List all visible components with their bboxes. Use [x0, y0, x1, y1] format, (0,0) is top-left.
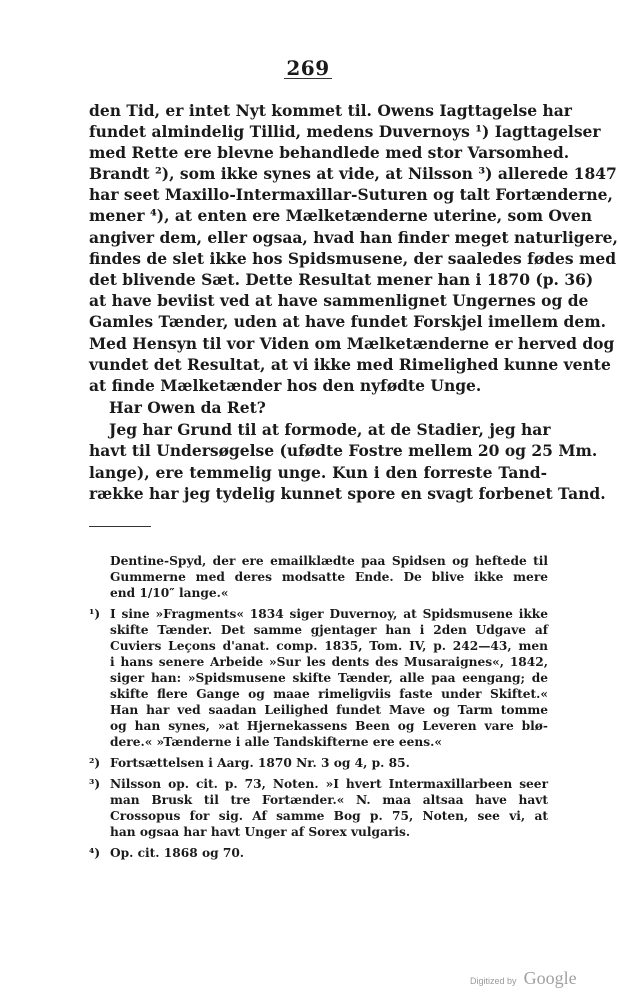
- body-line: at have beviist ved at have sammenlignet Ungernes og de: [89, 291, 589, 310]
- footnote-marker: ⁴): [89, 846, 101, 860]
- footnote-line: Nilsson op. cit. p. 73, Noten. »I hvert Intermaxillarbeen seer: [110, 777, 548, 791]
- footnote-line: skifte Tænder. Det samme gjentager han i 2den Udgave af: [110, 623, 548, 637]
- footnote-marker: ²): [89, 756, 101, 770]
- body-line: angiver dem, eller ogsaa, hvad han finder meget naturligere,: [89, 228, 618, 247]
- body-line: den Tid, er intet Nyt kommet til. Owens Iagttagelse har: [89, 101, 572, 120]
- body-line: Jeg har Grund til at formode, at de Stadier, jeg har: [109, 420, 551, 439]
- footnote-line: Op. cit. 1868 og 70.: [110, 846, 245, 860]
- footnote-line: dere.« »Tænderne i alle Tandskifterne ere eens.«: [110, 735, 443, 749]
- footnote-line: Cuviers Leçons d'anat. comp. 1835, Tom. IV, p. 242—43, men: [110, 639, 548, 653]
- footnote-line: I sine »Fragments« 1834 siger Duvernoy, at Spidsmusene ikke: [110, 607, 548, 621]
- body-line: havt til Undersøgelse (ufødte Fostre mellem 20 og 25 Mm.: [89, 441, 598, 460]
- body-line: har seet Maxillo-Intermaxillar-Suturen og talt Fortænderne,: [89, 185, 613, 204]
- body-line: med Rette ere blevne behandlede med stor Varsomhed.: [89, 143, 570, 162]
- footnote-continuation-line: Gummerne med deres modsatte Ende. De blive ikke mere: [110, 570, 548, 584]
- footnote-line: Crossopus for sig. Af samme Bog p. 75, Noten, see vi, at: [110, 809, 548, 823]
- body-line: Med Hensyn til vor Viden om Mælketænderne er herved dog: [89, 334, 615, 353]
- footnote-line: Fortsættelsen i Aarg. 1870 Nr. 3 og 4, p. 85.: [110, 756, 410, 770]
- footnote-line: man Brusk til tre Fortænder.« N. maa altsaa have havt: [110, 793, 548, 807]
- body-line: Gamles Tænder, uden at have fundet Forskjel imellem dem.: [89, 312, 607, 331]
- body-line: Brandt ²), som ikke synes at vide, at Nilsson ³) allerede 1847: [89, 164, 617, 183]
- footnote-marker: ¹): [89, 607, 101, 621]
- body-line: lange), ere temmelig unge. Kun i den forreste Tand-: [89, 463, 547, 482]
- footnote-line: og han synes, »at Hjernekassens Been og Leveren vare blø-: [110, 719, 548, 733]
- body-line: vundet det Resultat, at vi ikke med Rimelighed kunne vente: [89, 355, 611, 374]
- footnote-continuation-line: end 1/10″ lange.«: [110, 586, 229, 600]
- body-line: det blivende Sæt. Dette Resultat mener han i 1870 (p. 36): [89, 270, 594, 289]
- footnote-marker: ³): [89, 777, 101, 791]
- page-number: 269: [286, 56, 330, 80]
- footnote-line: skifte flere Gange og maae rimeligviis faste under Skiftet.«: [110, 687, 548, 701]
- footnote-line: siger han: »Spidsmusene skifte Tænder, alle paa eengang; de: [110, 671, 548, 685]
- footnote-line: han ogsaa har havt Unger af Sorex vulgaris.: [110, 825, 411, 839]
- body-line: række har jeg tydelig kunnet spore en svagt forbenet Tand.: [89, 484, 606, 503]
- body-line: mener ⁴), at enten ere Mælketænderne uterine, som Oven: [89, 206, 593, 225]
- body-line: fundet almindelig Tillid, medens Duvernoys ¹) Iagttagelser: [89, 122, 601, 141]
- footnote-line: Han har ved saadan Leilighed fundet Mave og Tarm tomme: [110, 703, 548, 717]
- body-line: at finde Mælketænder hos den nyfødte Unge.: [89, 376, 482, 395]
- footnote-line: i hans senere Arbeide »Sur les dents des Musaraignes«, 1842,: [110, 655, 548, 669]
- body-line: Har Owen da Ret?: [109, 398, 266, 417]
- body-line: findes de slet ikke hos Spidsmusene, der saaledes fødes med: [89, 249, 617, 268]
- watermark-brand: Google: [523, 968, 577, 988]
- digitized-watermark: [470, 968, 577, 989]
- footnote-continuation-line: Dentine-Spyd, der ere emailklædte paa Spidsen og heftede til: [110, 554, 548, 568]
- watermark-prefix: Digitized by: [470, 976, 517, 986]
- footnote-rule: [89, 526, 151, 527]
